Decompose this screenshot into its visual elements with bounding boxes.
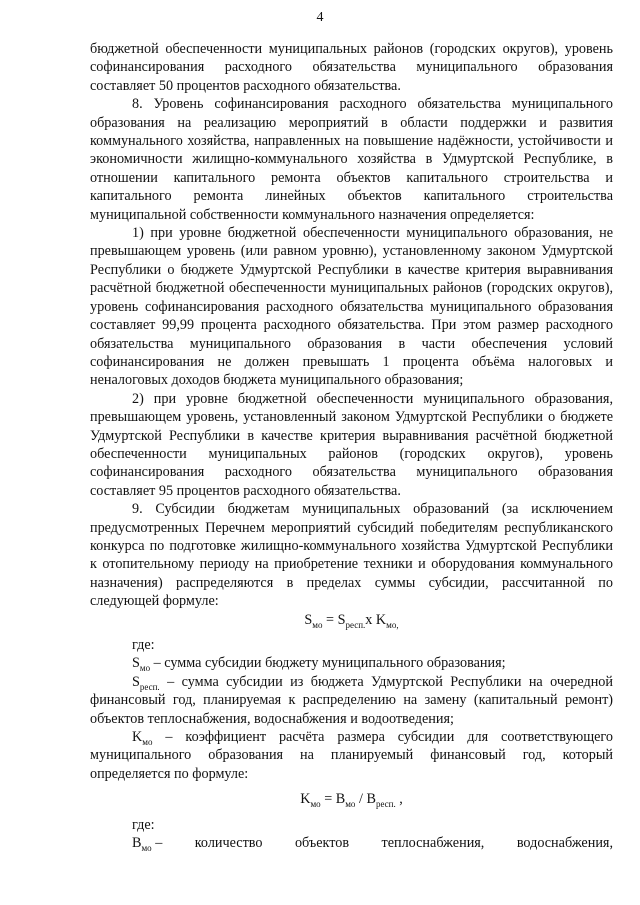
- def-bmo-dash: –: [151, 835, 163, 852]
- formula2-k-symbol: K: [300, 791, 311, 808]
- def-kmo-text: – коэффициент расчёта размера субсидии для соответствующего муниципального образования на планируемый финансовый год, который определяется по формуле:: [90, 729, 613, 782]
- formula-k-sub: мо,: [386, 619, 399, 630]
- definition-kmo: [90, 728, 613, 783]
- formula2-tail: ,: [395, 791, 403, 808]
- def-kmo-sub: мо: [142, 736, 153, 747]
- formula-equals: =: [322, 611, 338, 628]
- formula2-equals: =: [320, 791, 336, 808]
- formula2-bmo-symbol: B: [335, 791, 346, 808]
- def-bmo-head: [132, 834, 162, 852]
- paragraph-intro: бюджетной обеспеченности муниципальных районов (городских округов), уровень софинансирования расходного обязательства муниципального образования составляет 50 процентов расходного обязательства.: [90, 41, 613, 94]
- def-bmo-word-4: водоснабжения,: [516, 835, 613, 852]
- formula-coefficient: [90, 790, 613, 808]
- definition-smo: [90, 654, 613, 672]
- where-label-2: где:: [132, 816, 155, 833]
- formula-s-symbol: S: [304, 611, 313, 628]
- formula-subsidy: [90, 611, 613, 629]
- def-bmo-sub: мо: [141, 842, 152, 853]
- formula2-bresp-symbol: B: [366, 791, 376, 808]
- definition-sresp: [90, 673, 613, 728]
- formula-s-sub: мо: [312, 619, 323, 630]
- definition-bmo: [90, 834, 613, 852]
- page-number: 4: [316, 10, 324, 25]
- formula2-divide: /: [355, 791, 367, 808]
- formula2-bmo-sub: мо: [345, 799, 356, 810]
- formula-k-symbol: K: [375, 611, 387, 628]
- def-sresp-text: – сумма субсидии из бюджета Удмуртской Республики на очередной финансовый год, планируемая к распределению на замену (капитальный ремонт) объектов теплоснабжения, водоснабжения и водоотведения;: [90, 673, 613, 727]
- def-sresp-symbol: S: [132, 673, 140, 690]
- def-bmo-word-1: количество: [194, 835, 263, 852]
- def-bmo-word-3: теплоснабжения,: [381, 835, 485, 852]
- def-smo-text: – сумма субсидии бюджету муниципального образования;: [150, 655, 506, 672]
- formula-sresp-sub: респ.: [345, 619, 366, 630]
- paragraph-8-item-1: 1) при уровне бюджетной обеспеченности муниципального образования, не превышающем уровень (или равном уровню), установленному законом Удмуртской Республики о бюджете Удмуртской Республики в качестве критерия выравнивания расчётной бюджетной обеспеченности муниципальных районов (городских округов), уровень софинансирования расходного обязательства муниципального образования составляет 99,99 процента расходного обязательства. При этом размер расходного обязательства муниципального образования в части обеспечения условий софинансирования не должен превышать 1 процента объёма налоговых и неналоговых доходов бюджета муниципального образования;: [90, 225, 613, 389]
- def-kmo-symbol: K: [132, 729, 143, 746]
- def-smo-sub: мо: [139, 663, 151, 674]
- def-bmo-symbol: B: [132, 835, 142, 852]
- formula-sresp-symbol: S: [337, 611, 346, 628]
- formula2-bresp-sub: респ.: [375, 799, 396, 810]
- def-smo-symbol: S: [132, 655, 140, 672]
- formula2-k-sub: мо: [310, 799, 321, 810]
- where-label-1: где:: [132, 637, 155, 653]
- paragraph-9: 9. Субсидии бюджетам муниципальных образований (за исключением предусмотренных Перечнем мероприятий субсидий победителям республиканского конкурса по подготовке жилищно-коммунального хозяйства Удмуртской Республики к отопительному периоду на приобретение техники и оборудования коммунального назначения) распределяются в пределах суммы субсидии, рассчитанной по следующей формуле:: [90, 501, 613, 610]
- document-body: [90, 40, 613, 852]
- formula-times: х: [365, 611, 376, 628]
- def-bmo-word-2: объектов: [294, 835, 350, 852]
- paragraph-8-item-2: 2) при уровне бюджетной обеспеченности муниципального образования, превышающем уровень, установленный законом Удмуртской Республики о бюджете Удмуртской Республики в качестве критерия выравнивания расчётной бюджетной обеспеченности муниципальных районов (городских округов), уровень софинансирования расходного обязательства муниципального образования составляет 95 процентов расходного обязательства.: [90, 390, 613, 499]
- paragraph-8: 8. Уровень софинансирования расходного обязательства муниципального образования на реализацию мероприятий в области поддержки и развития коммунального хозяйства, направленных на повышение надёжности, устойчивости и экономичности жилищно-коммунального хозяйства в Удмуртской Республике, в отношении капитального ремонта объектов капитального строительства и капитального ремонта линейных объектов капитального строительства муниципальной собственности коммунального назначения определяется:: [90, 96, 613, 223]
- def-sresp-sub: респ.: [139, 681, 160, 692]
